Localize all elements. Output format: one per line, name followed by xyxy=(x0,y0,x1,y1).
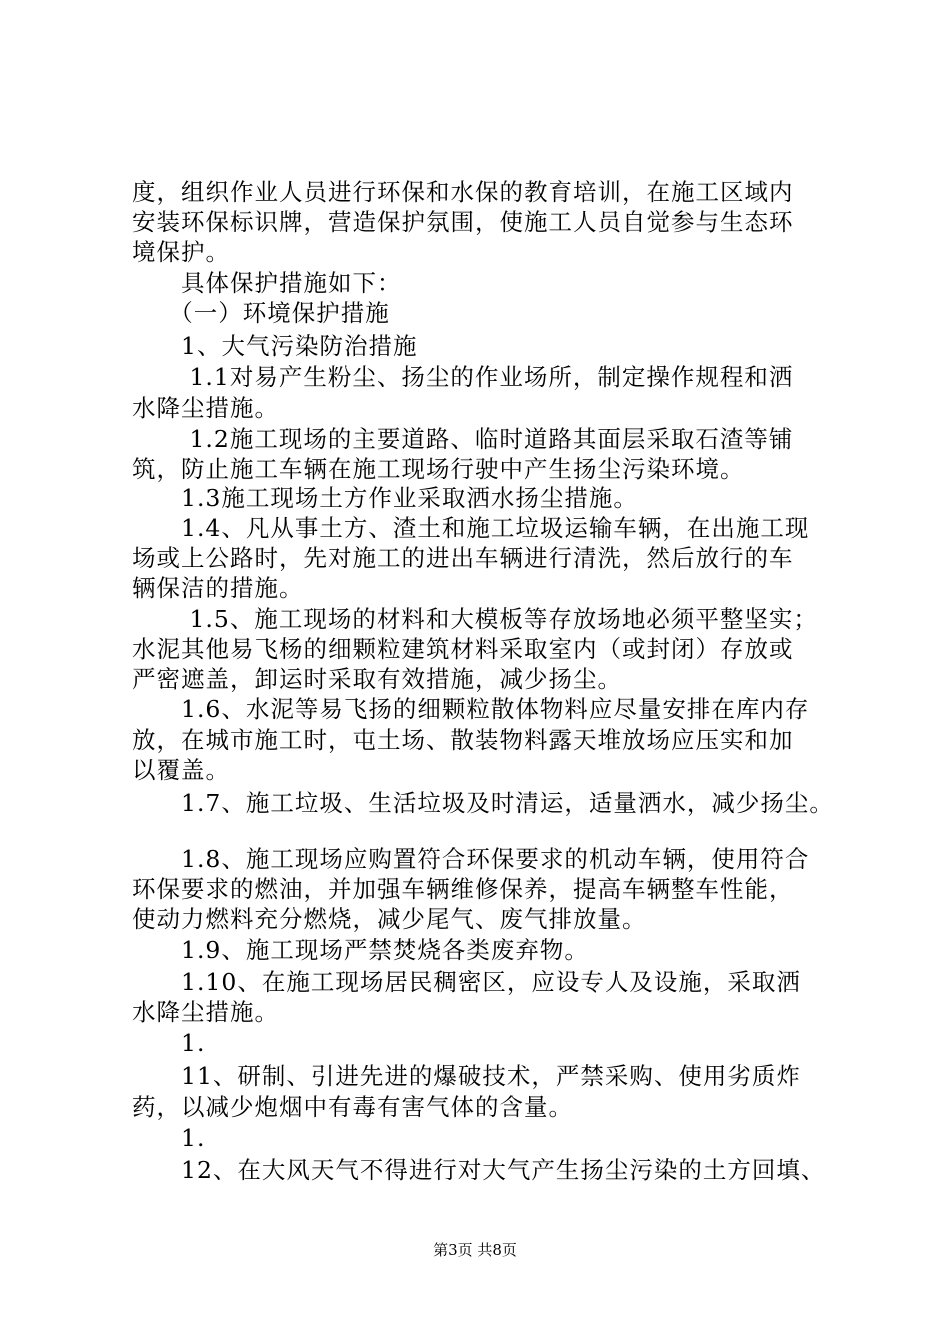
text-line: 1. xyxy=(132,1124,206,1152)
text-line: 12、在大风天气不得进行对大气产生扬尘污染的土方回填、 xyxy=(132,1156,826,1184)
text-line: 水降尘措施。 xyxy=(132,998,279,1026)
text-line: 环保要求的燃油，并加强车辆维修保养，提高车辆整车性能， xyxy=(132,875,794,903)
text-line: 1.6、水泥等易飞扬的细颗粒散体物料应尽量安排在库内存 xyxy=(132,695,810,723)
text-line: 1.7、施工垃圾、生活垃圾及时清运，适量洒水，减少扬尘。 xyxy=(132,789,834,817)
text-line: 1、大气污染防治措施 xyxy=(132,332,418,360)
text-line: 11、研制、引进先进的爆破技术，严禁采购、使用劣质炸 xyxy=(132,1062,801,1090)
text-line: 药，以减少炮烟中有毒有害气体的含量。 xyxy=(132,1093,573,1121)
text-line: 放，在城市施工时，屯土场、散装物料露天堆放场应压实和加 xyxy=(132,726,794,754)
text-line: 水泥其他易飞杨的细颗粒建筑材料采取室内（或封闭）存放或 xyxy=(132,635,794,663)
text-line: （一）环境保护措施 xyxy=(132,299,390,327)
text-line: 具体保护措施如下： xyxy=(132,269,402,297)
text-line: 1.4、凡从事土方、渣土和施工垃圾运输车辆，在出施工现 xyxy=(132,514,810,542)
page-number-footer: 第3页 共8页 xyxy=(433,1241,517,1259)
text-line: 1.1对易产生粉尘、扬尘的作业场所，制定操作规程和洒 xyxy=(132,363,794,391)
text-line: 1.2施工现场的主要道路、临时道路其面层采取石渣等铺 xyxy=(132,425,794,453)
text-line: 严密遮盖，卸运时采取有效措施，减少扬尘。 xyxy=(132,665,622,693)
text-line: 1.10、在施工现场居民稠密区，应设专人及设施，采取洒 xyxy=(132,968,801,996)
text-line: 1. xyxy=(132,1029,206,1057)
text-line: 以覆盖。 xyxy=(132,756,230,784)
text-line: 筑，防止施工车辆在施工现场行驶中产生扬尘污染环境。 xyxy=(132,455,745,483)
text-line: 场或上公路时，先对施工的进出车辆进行清洗，然后放行的车 xyxy=(132,544,794,572)
text-line: 境保护。 xyxy=(132,238,230,266)
text-line: 辆保洁的措施。 xyxy=(132,574,304,602)
text-line: 1.5、施工现场的材料和大模板等存放场地必须平整坚实； xyxy=(132,605,818,633)
text-line: 安装环保标识牌，营造保护氛围，使施工人员自觉参与生态环 xyxy=(132,208,794,236)
text-line: 使动力燃料充分燃烧，减少尾气、废气排放量。 xyxy=(132,905,647,933)
text-line: 1.9、施工现场严禁焚烧各类废弃物。 xyxy=(132,936,589,964)
text-line: 1.3施工现场土方作业采取洒水扬尘措施。 xyxy=(132,484,638,512)
text-line: 1.8、施工现场应购置符合环保要求的机动车辆，使用符合 xyxy=(132,845,810,873)
text-line: 水降尘措施。 xyxy=(132,394,279,422)
text-line: 度，组织作业人员进行环保和水保的教育培训，在施工区域内 xyxy=(132,178,794,206)
